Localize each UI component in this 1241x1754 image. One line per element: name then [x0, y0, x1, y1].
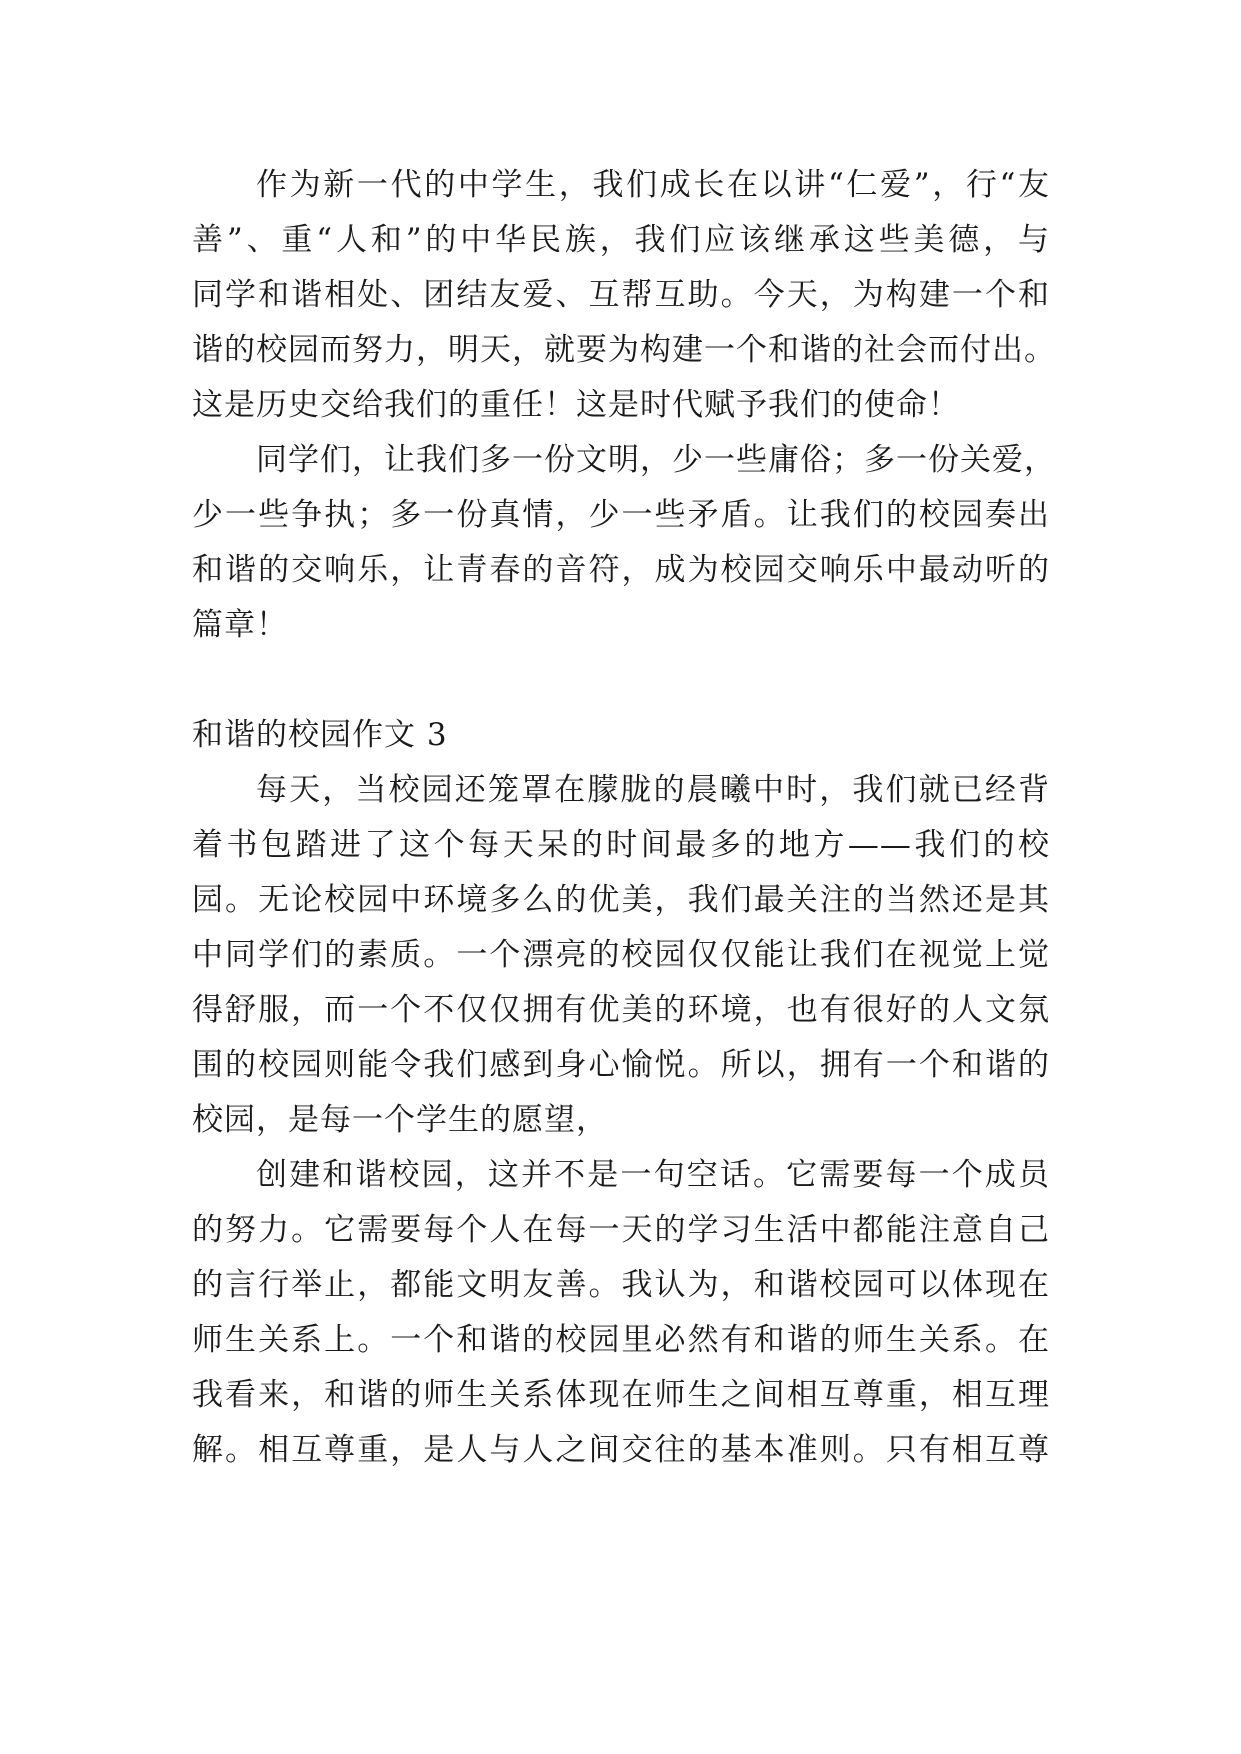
paragraph-line: 同学们，让我们多一份文明，少一些庸俗；多一份关爱， — [256, 442, 1056, 478]
paragraph-line: 少一些争执；多一份真情，少一些矛盾。让我们的校园奏出 — [192, 497, 1050, 533]
paragraph-line: 这是历史交给我们的重任！这是时代赋予我们的使命！ — [192, 387, 960, 423]
paragraph-line: 同学和谐相处、团结友爱、互帮互助。今天，为构建一个和 — [192, 277, 1050, 313]
paragraph-line: 师生关系上。一个和谐的校园里必然有和谐的师生关系。在 — [192, 1322, 1050, 1358]
paragraph-line: 解。相互尊重，是人与人之间交往的基本准则。只有相互尊 — [192, 1432, 1050, 1468]
paragraph-line: 谐的校园而努力，明天，就要为构建一个和谐的社会而付出。 — [192, 332, 1056, 368]
paragraph-line: 的言行举止，都能文明友善。我认为，和谐校园可以体现在 — [192, 1267, 1050, 1303]
paragraph-line: 每天，当校园还笼罩在朦胧的晨曦中时，我们就已经背 — [256, 772, 1050, 808]
paragraph-4 — [192, 1148, 1050, 1478]
paragraph-line: 和谐的交响乐，让青春的音符，成为校园交响乐中最动听的 — [192, 552, 1050, 588]
paragraph-line: 中同学们的素质。一个漂亮的校园仅仅能让我们在视觉上觉 — [192, 937, 1050, 973]
paragraph-line: 的努力。它需要每个人在每一天的学习生活中都能注意自己 — [192, 1212, 1050, 1248]
paragraph-1 — [192, 158, 1056, 433]
paragraph-line: 园。无论校园中环境多么的优美，我们最关注的当然还是其 — [192, 882, 1050, 918]
paragraph-line: 着书包踏进了这个每天呆的时间最多的地方——我们的校 — [192, 827, 1050, 863]
paragraph-line: 作为新一代的中学生，我们成长在以讲“仁爱”，行“友 — [256, 167, 1050, 203]
section-title: 和谐的校园作文 3 — [192, 717, 448, 753]
paragraph-line: 篇章！ — [192, 607, 288, 643]
paragraph-line: 我看来，和谐的师生关系体现在师生之间相互尊重，相互理 — [192, 1377, 1050, 1413]
paragraph-3 — [192, 763, 1050, 1148]
paragraph-line: 善”、重“人和”的中华民族，我们应该继承这些美德，与 — [192, 222, 1050, 258]
blank-line — [192, 653, 1050, 708]
paragraph-line: 围的校园则能令我们感到身心愉悦。所以，拥有一个和谐的 — [192, 1047, 1050, 1083]
paragraph-line: 创建和谐校园，这并不是一句空话。它需要每一个成员 — [256, 1157, 1050, 1193]
paragraph-2 — [192, 433, 1056, 653]
paragraph-line: 校园，是每一个学生的愿望， — [192, 1102, 608, 1138]
document-body — [192, 158, 1056, 1478]
paragraph-line: 得舒服，而一个不仅仅拥有优美的环境，也有很好的人文氛 — [192, 992, 1050, 1028]
